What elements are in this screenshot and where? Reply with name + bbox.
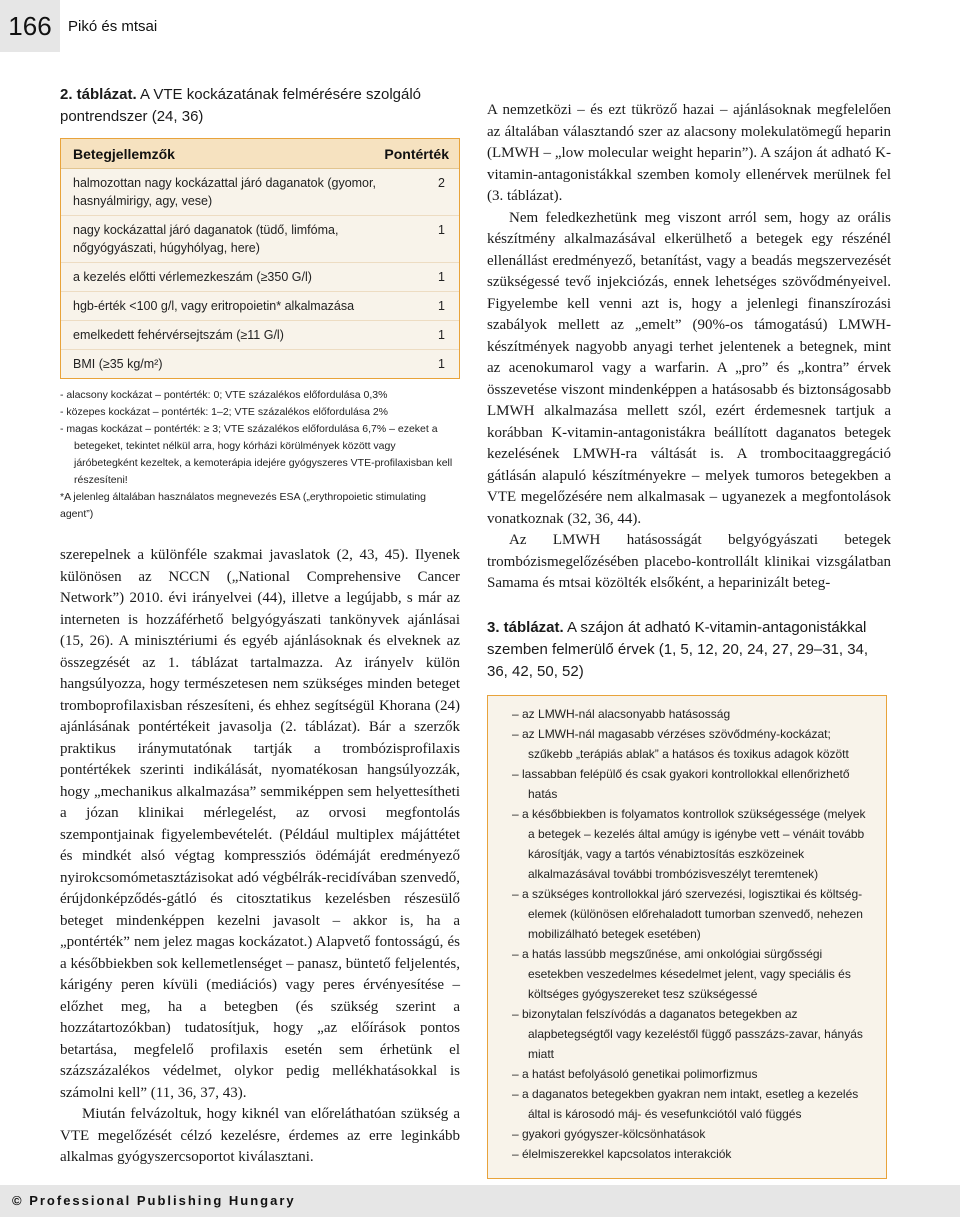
paragraph: Miután felvázoltuk, hogy kiknél van előreláthatóan szükség a VTE megelőzését célzó kezelésre, érdemes az erre leginkább alkalmas gyógyszercsoportot kiválasztani. xyxy=(60,1106,460,1165)
row-points: 1 xyxy=(438,223,445,237)
table2-header xyxy=(61,139,459,169)
right-body-text xyxy=(487,100,891,595)
table-row xyxy=(61,169,459,216)
table3-box xyxy=(487,695,887,1179)
row-text: a kezelés előtti vérlemezkeszám (≥350 G/l) xyxy=(73,270,312,284)
row-points: 2 xyxy=(438,176,445,190)
table2-caption xyxy=(60,84,460,128)
table2-notes xyxy=(60,387,460,523)
page-number: 166 xyxy=(0,0,60,52)
row-text: nagy kockázattal járó daganatok (tüdő, limfóma, nőgyógyászati, húgyhólyag, here) xyxy=(73,223,339,255)
table3-caption xyxy=(487,617,891,683)
table2-footnote: *A jelenleg általában használatos megnevezés ESA („erythropoietic stimulating agent”) xyxy=(60,491,426,520)
row-text: halmozottan nagy kockázattal járó daganatok (gyomor, hasnyálmirigy, agy, vese) xyxy=(73,176,376,208)
list-item: – az LMWH-nál magasabb vérzéses szövődmény-kockázat; szűkebb „terápiás ablak” a hatásos és toxikus adagok között xyxy=(512,726,849,761)
row-text: BMI (≥35 kg/m²) xyxy=(73,357,163,371)
right-column xyxy=(487,100,891,1179)
page-footer: © Professional Publishing Hungary xyxy=(0,1185,960,1217)
list-item: – a későbbiekben is folyamatos kontrollok szükségessége (melyek a betegek – kezelés által amúgy is igénybe vett – vénáit tovább károsítják, vagy a tartós vénabiztosítás eszközeinek alkalmazásával további trombózisveszélyt teremtenek) xyxy=(512,806,866,881)
list-item: – a daganatos betegekben gyakran nem intakt, esetleg a kezelés által is károsodó máj- és vesefunkciótól való függés xyxy=(512,1086,859,1121)
table3-caption-text: A szájon át adható K-vitamin-antagonistákkal szemben felmerülő érvek (1, 5, 12, 20, 24, 27, 29–31, 34, 36, 42, 50, 52) xyxy=(487,618,869,680)
paragraph: Az LMWH hatásosságát belgyógyászati betegek trombózismegelőzésében placebo-kontrollált klinikai vizsgálatban Samama és mtsai közölték elsőként, a heparinizált beteg- xyxy=(487,532,891,591)
list-item: – a szükséges kontrollokkal járó szervezési, logisztikai és költség-elemek (különösen előrehaladott tumorban szenvedő, nehezen mobilizálható betegek esetében) xyxy=(512,886,863,941)
row-text: emelkedett fehérvérsejtszám (≥11 G/l) xyxy=(73,328,284,342)
table-row xyxy=(61,263,459,292)
row-text: hgb-érték <100 g/l, vagy eritropoietin* alkalmazása xyxy=(73,299,355,313)
list-item: – bizonytalan felszívódás a daganatos betegekben az alapbetegségtől vagy kezeléstől függő passzázs-zavar, hányás miatt xyxy=(512,1006,863,1061)
list-item: – a hatás lassúbb megszűnése, ami onkológiai sürgősségi esetekben veszedelmes késedelmet jelent, vagy speciális és költséges gyógyszereket tesz szükségessé xyxy=(512,946,851,1001)
row-points: 1 xyxy=(438,328,445,342)
row-points: 1 xyxy=(438,299,445,313)
table2-note: - alacsony kockázat – pontérték: 0; VTE százalékos előfordulása 0,3% xyxy=(60,389,388,401)
table-row xyxy=(61,216,459,263)
table2-box xyxy=(60,138,460,379)
paragraph: Nem feledkezhetünk meg viszont arról sem, hogy az orális készítmény alkalmazásával elkerülhető a betegek egy részénél ellenállást eredményező, betanítást, vagy a beadás megszervezését szükségessé tevő injekciózás, ennek lehetséges szövődményeivel. Figyelembe kell venni azt is, hogy a jelenlegi finanszírozási szabályok mellett az „emelt” (90%-os támogatású) LMWH-készítmények nagyobb anyagi terhet jelentenek a betegnek, mint az acenokumarol vagy a warfarin. A „pro” és „kontra” érvek összevetése viszont mindenképpen a hatásosabb és biztonságosabb LMWH alkalmazása mellett szól, ezért érdemesnek tartjuk a korábban K-vitamin-antagonistákra beállított daganatos betegek kezelésének LMWH-ra váltását is. A trombocitaaggregáció gátlásán alapuló készítményekre – melyek tumoros betegekben a VTE megelőzésére nem alkalmasak – ugyanezek a megfontolások vonatkoznak (32, 36, 44). xyxy=(487,209,891,527)
table3-label: 3. táblázat. xyxy=(487,618,564,636)
table2-label: 2. táblázat. xyxy=(60,86,137,103)
list-item: – a hatást befolyásoló genetikai polimorfizmus xyxy=(512,1066,758,1081)
paragraph: szerepelnek a különféle szakmai javaslatok (2, 43, 45). Ilyenek különösen az NCCN („National Comprehensive Cancer Network”) 2010. évi irányelvei (44), illetve a legújabb, s már az interneten is hozzáférhető belgyógyászati tankönyvek ajánlásai (15, 26). A minisztériumi és egyéb ajánlásoknak és elveknek az összegzését az 1. táblázat tartalmazza. Az irányelv külön hangsúlyozza, hogy természetesen nem szükséges minden beteget tromboprofilaxisban részesíteni, és ehhez segítségül Khorana (24) ajánlásának pontértékeit javasolja (2. táblázat). Bár a szerzők praktikus iránymutatónak tartják a trombózisprofilaxis pontértékek szerinti indikálását, nyomatékosan hangsúlyozzák, hogy „mechanikus alkalmazása” semmiképpen sem helyettesítheti a józan klinikai mérlegelést, az orvosi megfontolás szempontjainak figyelembevételét. (Például multiplex májáttétet és mindkét alsó végtag kompressziós ödémáját eredményező nyirokcsomómetasztázisokat adó végbélrák-recidívában szenvedő, érújdonképződés-gátló és citosztatikus kezelésben részesülő beteget mindenképpen kezelni javasolt – akkor is, ha a „pontérték” nem jelez magas kockázatot.) Alapvető fontosságú, és a későbbiekben sok kellemetlenséget – panasz, büntető feljelentés, kárigény peren kívüli (mediációs) vagy peres érvényesítése – előzhet meg, ha a betegben (és szükség szerint a hozzátartozókban) tudatosítjuk, hogy „az előírások pontos betartása, megfelelő profilaxis esetén sem érhetünk el százszázalékos védelmet, olykor pedig mellékhatásokkal is számolni kell” (11, 36, 37, 43). xyxy=(60,547,460,1101)
list-item: – az LMWH-nál alacsonyabb hatásosság xyxy=(512,706,731,721)
paragraph: A nemzetközi – és ezt tükröző hazai – ajánlásoknak megfelelően az általában választandó szer az alacsony molekulatömegű heparin (LMWH – „low molecular weight heparin”). A szájon át adható K-vitamin-antagonistákkal szemben komoly ellenérvek merülnek fel (3. táblázat). xyxy=(487,102,891,204)
table2-col-characteristics: Betegjellemzők xyxy=(73,146,175,162)
running-title: Pikó és mtsai xyxy=(68,18,158,35)
left-column xyxy=(60,84,460,1169)
list-item: – lassabban felépülő és csak gyakori kontrollokkal ellenőrizhető hatás xyxy=(512,766,850,801)
table-row xyxy=(61,292,459,321)
table-row xyxy=(61,321,459,350)
table2-col-points: Pontérték xyxy=(384,146,449,162)
table2-note: - közepes kockázat – pontérték: 1–2; VTE százalékos előfordulása 2% xyxy=(60,406,389,418)
list-item: – élelmiszerekkel kapcsolatos interakciók xyxy=(512,1146,732,1161)
table2-note: - magas kockázat – pontérték: ≥ 3; VTE százalékos előfordulása 6,7% – ezeket a betegeket, tekintet nélkül arra, hogy kórházi körülmények között vagy járóbetegként kezeltek, a kemoterápia idejére gyógyszeres VTE-profilaxisban kell részesíteni! xyxy=(60,423,453,486)
list-item: – gyakori gyógyszer-kölcsönhatások xyxy=(512,1126,706,1141)
page-header xyxy=(0,0,960,52)
row-points: 1 xyxy=(438,270,445,284)
row-points: 1 xyxy=(438,357,445,371)
left-body-text xyxy=(60,545,460,1169)
table2-caption-text: A VTE kockázatának felmérésére szolgáló pontrendszer (24, 36) xyxy=(60,86,422,125)
table-row xyxy=(61,350,459,378)
